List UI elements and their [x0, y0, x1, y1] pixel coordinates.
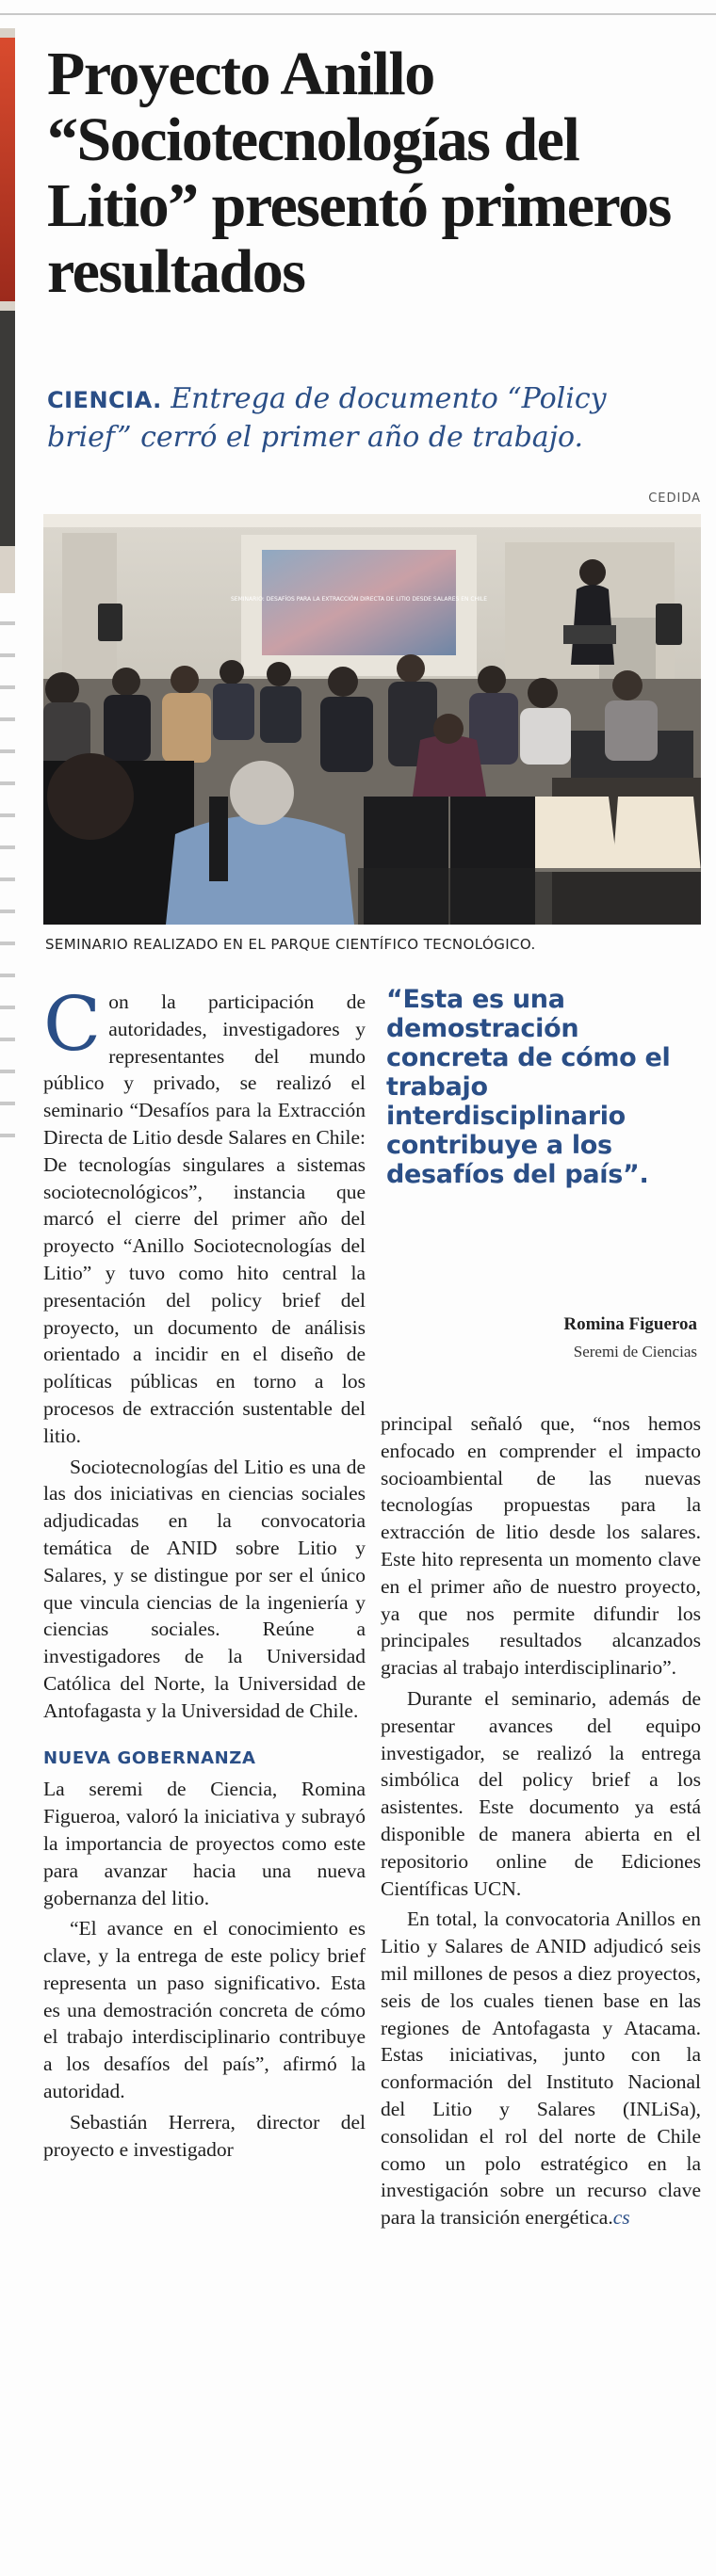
pull-quote: “Esta es una demostración concreta de cómo el trabajo interdisciplinario contribuye a los desafíos del país”. — [386, 985, 671, 1189]
quote-author: Romina Figueroa — [563, 1314, 697, 1334]
paragraph: principal señaló que, “nos hemos enfocado en comprender el impacto socioambiental de las nuevas tecnologías propuestas para la extracción de litio desde los salares. Este hito representa un momento clave en el primer año de nuestro proyecto, ya que nos permite difundir los principales resultados alcanzados gracias al trabajo interdisciplinario”. — [381, 1412, 701, 1680]
top-rule — [0, 13, 716, 15]
paragraph: Con la participación de autoridades, investigadores y representantes del mundo público y privado, se realizó el seminario “Desafíos para la Extracción Directa de Litio desde Salares en Chile: De tecnologías singulares a sistemas sociotecnológicos”, instancia que marcó el cierre del primer año del proyecto “Anillo Sociotecnologías del Litio” y tuvo como hito central la presentación del policy brief del proyecto, un documento de análisis orientado a incidir en el diseño de políticas públicas en torno a los procesos de extracción sustentable del litio. — [43, 980, 366, 1447]
slide-text: SEMINARIO: DESAFÍOS PARA LA EXTRACCIÓN DIRECTA DE LITIO DESDE SALARES EN CHILE — [231, 596, 487, 603]
paragraph: Sociotecnologías del Litio es una de las dos iniciativas en ciencias sociales adjudicadas en la convocatoria temática de ANID sobre Litio y Salares, y se distingue por ser el único que vincula ciencias de la ingeniería y ciencias sociales. Reúne a investigadores de la Universidad Católica del Norte, la Universidad de Antofagasta y la Universidad de Chile. — [43, 1455, 366, 1722]
quote-author-role: Seremi de Ciencias — [573, 1343, 697, 1360]
end-mark: cs — [612, 2206, 630, 2230]
headline: Proyecto Anillo “Sociotecnologías del Litio” presentó primeros resultados — [47, 40, 671, 306]
adjacent-article-strip — [0, 28, 15, 1111]
photo-caption: SEMINARIO REALIZADO EN EL PARQUE CIENTÍFICO TECNOLÓGICO. — [45, 936, 536, 953]
photo-credit: CEDIDA — [648, 491, 701, 506]
paragraph: En total, la convocatoria Anillos en Litio y Salares de ANID adjudicó seis mil millones de pesos a diez proyectos, seis de los cuales tienen base en las regiones de Antofagasta y Atacama. Estas iniciativas, junto con la conformación del Instituto Nacional del Litio y Salares (INLiSa), consolidan el rol del norte de Chile como un polo estratégico en la investigación sobre un recurso clave para la transición energética.cs — [381, 1908, 701, 2230]
paragraph: “El avance en el conocimiento es clave, y la entrega de este policy brief representa un paso significativo. Esta es una demostración concreta de cómo el trabajo interdisciplinario contribuye a los desafíos del país”, afirmó la autoridad. — [43, 1917, 366, 2103]
paragraph: Sebastián Herrera, director del proyecto e investigador — [43, 2110, 366, 2161]
section-label: CIENCIA. — [47, 387, 162, 413]
subheading: NUEVA GOBERNANZA — [43, 1747, 256, 1768]
article-column-1 — [43, 980, 366, 2166]
paragraph: La seremi de Ciencia, Romina Figueroa, valoró la iniciativa y subrayó la importancia de proyectos como este para avanzar hacia una nueva gobernanza del litio. — [43, 1778, 366, 1909]
article-column-2 — [381, 1410, 701, 2235]
subtitle-text: Entrega de documento “Policy brief” cerró el primer año de trabajo. — [47, 382, 607, 454]
subtitle — [47, 380, 697, 457]
drop-cap: C — [43, 980, 102, 1068]
seminar-photo — [43, 514, 701, 925]
paragraph: Durante el seminario, además de presentar avances del equipo investigador, se realizó la entrega simbólica del policy brief a los asistentes. Este documento ya está disponible de manera abierta en el repositorio online de Ediciones Científicas UCN. — [381, 1686, 701, 1900]
